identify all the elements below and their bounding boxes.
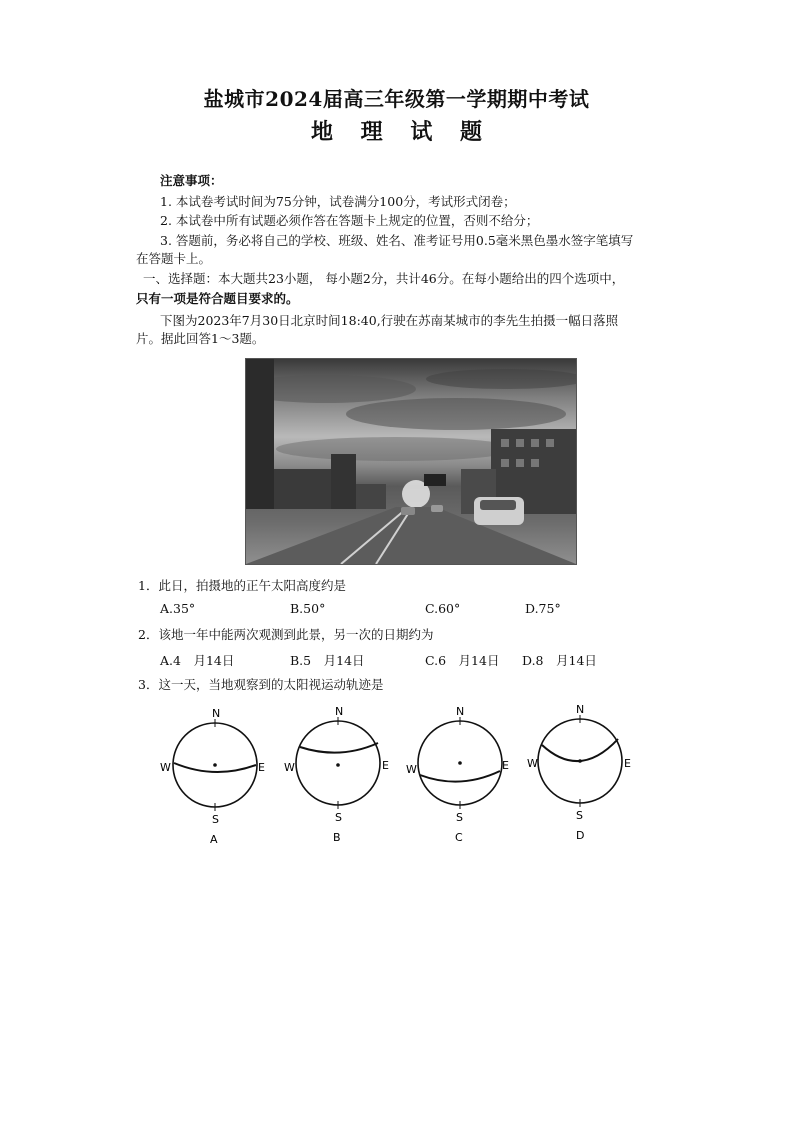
south-label: S [456, 811, 463, 824]
notice-item: 3. 答题前，务必将自己的学校、班级、姓名、准考证号用0.5毫米黑色墨水签字笔填写 [160, 233, 634, 248]
subject-title [0, 115, 793, 146]
east-label: E [502, 759, 509, 772]
west-label: W [284, 761, 295, 774]
question-stem: 1．此日，拍摄地的正午太阳高度约是 [138, 578, 346, 593]
notice-heading: 注意事项： [160, 173, 223, 188]
exam-title: 盐城市2024届高三年级第一学期期中考试 [203, 87, 590, 111]
diagram-c[interactable] [406, 705, 509, 844]
sunset-photo-drawing [246, 359, 576, 564]
east-label: E [258, 761, 265, 774]
option-d[interactable]: D.8 月14日 [522, 653, 597, 668]
south-label: S [576, 809, 583, 822]
west-label: W [406, 763, 417, 776]
north-label: N [456, 705, 465, 718]
option-c[interactable]: C.6 月14日 [425, 653, 500, 668]
subject-char: 试 [410, 119, 433, 145]
section-instruction-bold: 只有一项是符合题目要求的。 [136, 291, 299, 306]
north-label: N [576, 705, 585, 716]
diagram-a[interactable] [160, 707, 265, 846]
north-label: N [335, 705, 344, 718]
notice-item: 2. 本试卷中所有试题必须作答在答题卡上规定的位置，否则不给分； [160, 213, 539, 228]
east-label: E [624, 757, 631, 770]
diagram-label: A [210, 833, 218, 846]
section-instruction: 一、选择题：本大题共23小题， 每小题2分，共计46分。在每小题给出的四个选项中， [143, 271, 625, 286]
option-a[interactable]: A.4 月14日 [160, 653, 235, 668]
subject-char: 题 [460, 119, 483, 145]
diagram-label: C [455, 831, 463, 844]
west-label: W [527, 757, 538, 770]
diagram-label: D [576, 829, 585, 842]
east-label: E [382, 759, 389, 772]
south-label: S [212, 813, 219, 826]
question-intro: 片。据此回答1～3题。 [136, 331, 265, 346]
option-a[interactable]: A.35° [160, 601, 196, 616]
west-label: W [160, 761, 171, 774]
north-label: N [212, 707, 221, 720]
question-stem: 3．这一天，当地观察到的太阳视运动轨迹是 [138, 677, 384, 692]
diagram-d[interactable] [527, 705, 631, 842]
subject-char: 理 [360, 119, 383, 145]
notice-item: 1. 本试卷考试时间为75分钟，试卷满分100分，考试形式闭卷； [160, 194, 516, 209]
sun-path-diagrams [150, 705, 650, 850]
notice-item: 在答题卡上。 [136, 251, 212, 266]
question-stem: 2．该地一年中能两次观测到此景，另一次的日期约为 [138, 627, 434, 642]
diagram-label: B [333, 831, 341, 844]
option-b[interactable]: B.50° [290, 601, 326, 616]
option-b[interactable]: B.5 月14日 [290, 653, 365, 668]
option-d[interactable]: D.75° [525, 601, 561, 616]
question-intro: 下图为2023年7月30日北京时间18:40,行驶在苏南某城市的李先生拍摄一幅日落照 [160, 313, 619, 328]
sunset-photo [245, 358, 577, 565]
subject-char: 地 [310, 119, 333, 145]
south-label: S [335, 811, 342, 824]
diagram-b[interactable] [284, 705, 389, 844]
option-c[interactable]: C.60° [425, 601, 461, 616]
